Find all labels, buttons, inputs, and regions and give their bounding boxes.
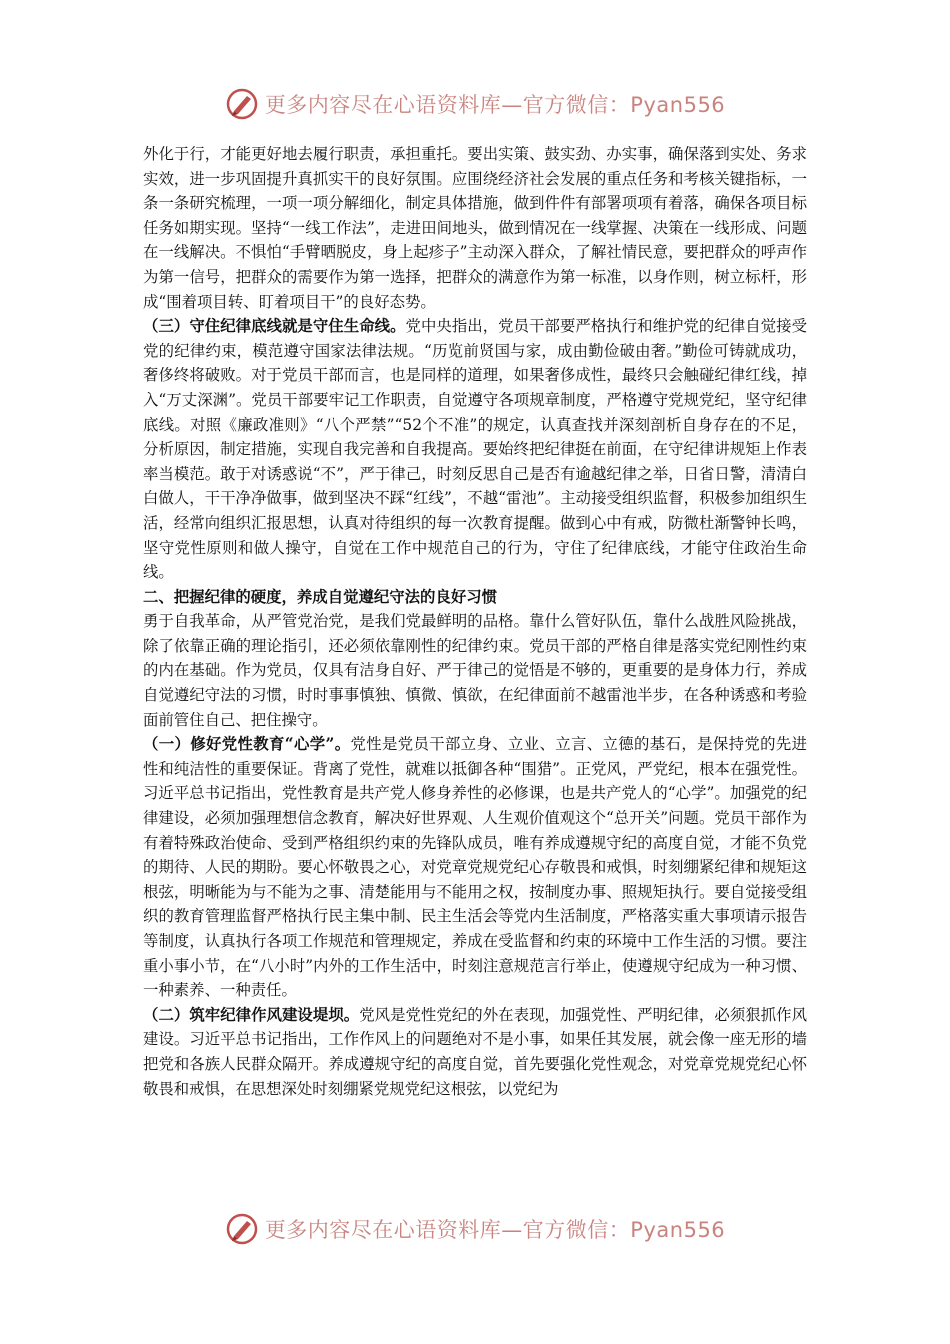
- document-body: [143, 142, 807, 1101]
- banner-text: 更多内容尽在心语资料库—官方微信：Pyan556: [264, 1218, 726, 1242]
- section-heading: （二）筑牢纪律作风建设堤坝。: [143, 1005, 360, 1024]
- pen-logo-icon: [225, 1212, 259, 1246]
- header-banner: [0, 82, 950, 126]
- banner-text: 更多内容尽在心语资料库—官方微信：Pyan556: [264, 93, 726, 117]
- chapter-heading-text: 二、把握纪律的硬度，养成自觉遵纪守法的良好习惯: [143, 587, 497, 606]
- paragraph-body: 党中央指出，党员干部要严格执行和维护党的纪律自觉接受党的纪律约束，模范遵守国家法律法规。“历览前贤国与家，成由勤俭破由奢。”勤俭可铸就成功，奢侈终将破败。对于党员干部而言，也是同样的道理，如果奢侈成性，最终只会触碰纪律红线，掉入“万丈深渊”。党员干部要牢记工作职责，自觉遵守各项规章制度，严格遵守党规党纪，坚守纪律底线。对照《廉政准则》“八个严禁”“52个不准”的规定，认真查找并深刻剖析自身存在的不足，分析原因，制定措施，实现自我完善和自我提高。要始终把纪律挺在前面，在守纪律讲规矩上作表率当模范。敢于对诱惑说“不”，严于律己，时刻反思自己是否有逾越纪律之举，日省日警，清清白白做人，干干净净做事，做到坚决不踩“红线”，不越“雷池”。主动接受组织监督，积极参加组织生活，经常向组织汇报思想，认真对待组织的每一次教育提醒。做到心中有戒，防微杜渐警钟长鸣，坚守党性原则和做人操守，自觉在工作中规范自己的行为，守住了纪律底线，才能守住政治生命线。: [143, 317, 807, 582]
- paragraph: 外化于行，才能更好地去履行职责，承担重托。要出实策、鼓实劲、办实事，确保落到实处、务求实效，进一步巩固提升真抓实干的良好氛围。应围绕经济社会发展的重点任务和考核关键指标，一条一条研究梳理，一项一项分解细化，制定具体措施，做到件件有部署项项有着落，确保各项目标任务如期实现。坚持“一线工作法”，走进田间地头，做到情况在一线掌握、决策在一线形成、问题在一线解决。不惧怕“手臂晒脱皮，身上起疹子”主动深入群众，了解社情民意，要把群众的呼声作为第一信号，把群众的需要作为第一选择，把群众的满意作为第一标准，以身作则，树立标杆，形成“围着项目转、盯着项目干”的良好态势。: [143, 145, 807, 311]
- section-heading: （三）守住纪律底线就是守住生命线。: [143, 317, 406, 336]
- section-heading: （一）修好党性教育“心学”。: [143, 735, 351, 754]
- paragraph: [143, 732, 807, 1003]
- paragraph: [143, 1003, 807, 1101]
- chapter-heading: [143, 585, 807, 610]
- paragraph: [143, 314, 807, 585]
- paragraph: 勇于自我革命，从严管党治党，是我们党最鲜明的品格。靠什么管好队伍，靠什么战胜风险挑战，除了依靠正确的理论指引，还必须依靠刚性的纪律约束。党员干部的严格自律是落实党纪刚性约束的内在基础。作为党员，仅具有洁身自好、严于律己的觉悟是不够的，更重要的是身体力行，养成自觉遵纪守法的习惯，时时事事慎独、慎微、慎欲，在纪律面前不越雷池半步，在各种诱惑和考验面前管住自己、把住操守。: [143, 612, 807, 729]
- paragraph-body: 党性是党员干部立身、立业、立言、立德的基石，是保持党的先进性和纯洁性的重要保证。背离了党性，就难以抵御各种“围猎”。正党风，严党纪，根本在强党性。习近平总书记指出，党性教育是共产党人修身养性的必修课，也是共产党人的“心学”。加强党的纪律建设，必须加强理想信念教育，解决好世界观、人生观价值观这个“总开关”问题。党员干部作为有着特殊政治使命、受到严格组织约束的先锋队成员，唯有养成遵规守纪的高度自觉，才能不负党的期待、人民的期盼。要心怀敬畏之心，对党章党规党纪心存敬畏和戒惧，时刻绷紧纪律和规矩这根弦，明晰能为与不能为之事、清楚能用与不能用之权，按制度办事、照规矩执行。要自觉接受组织的教育管理监督严格执行民主集中制、民主生活会等党内生活制度，严格落实重大事项请示报告等制度，认真执行各项工作规范和管理规定，养成在受监督和约束的环境中工作生活的习惯。要注重小事小节，在“八小时”内外的工作生活中，时刻注意规范言行举止，使遵规守纪成为一种习惯、一种素养、一种责任。: [143, 735, 807, 1000]
- pen-logo-icon: [225, 87, 259, 121]
- paragraph-body: 党风是党性党纪的外在表现，加强党性、严明纪律，必须狠抓作风建设。习近平总书记指出，工作作风上的问题绝对不是小事，如果任其发展，就会像一座无形的墙把党和各族人民群众隔开。养成遵规守纪的高度自觉，首先要强化党性观念，对党章党规党纪心怀敬畏和戒惧，在思想深处时刻绷紧党规党纪这根弦，以党纪为: [143, 1005, 807, 1098]
- footer-banner: [0, 1207, 950, 1251]
